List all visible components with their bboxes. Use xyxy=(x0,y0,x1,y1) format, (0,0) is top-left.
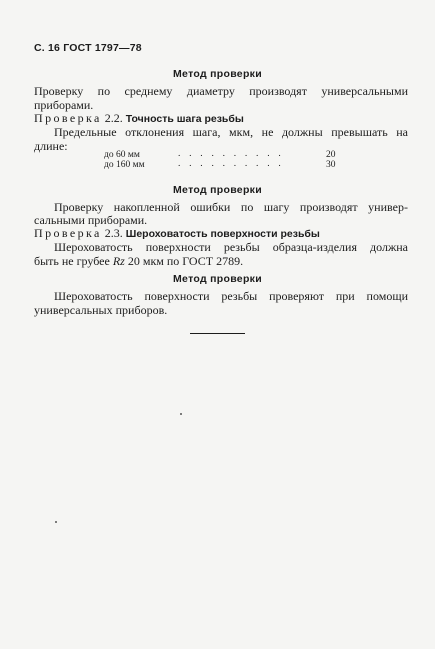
method-heading-2: Метод проверки xyxy=(173,184,262,196)
check-2-3-title xyxy=(34,226,320,241)
check-2-2-line1: Предельные отклонения шага, мкм, не должны превышать на xyxy=(54,125,408,139)
check-number: 2.2. xyxy=(104,111,123,125)
check-2-3-line2: быть не грубее Rz 20 мкм по ГОСТ 2789. xyxy=(34,254,244,268)
tolerance-row-length: до 60 мм xyxy=(104,150,140,160)
scan-speck xyxy=(180,413,182,415)
method-heading-3: Метод проверки xyxy=(173,273,262,285)
tolerance-row-value: 20 xyxy=(326,150,336,160)
scan-speck xyxy=(55,521,57,523)
check-2-2-title xyxy=(34,111,244,126)
check-label: Проверка xyxy=(34,226,102,240)
tolerance-row-dots: . . . . . . . . . . xyxy=(178,149,284,159)
check-title: Точность шага резьбы xyxy=(125,113,244,125)
rz-symbol: Rz xyxy=(112,254,125,268)
check-label: Проверка xyxy=(34,111,102,125)
tolerance-row-length: до 160 мм xyxy=(104,160,145,170)
section2-line1: Проверку накопленной ошибки по шагу производят унивeр- xyxy=(54,200,408,214)
tolerance-row-dots: . . . . . . . . . . xyxy=(178,159,284,169)
check-number: 2.3. xyxy=(104,226,123,240)
section1-line2: приборами. xyxy=(34,98,94,112)
section2-line2: сальными приборами. xyxy=(34,213,148,227)
page-header: С. 16 ГОСТ 1797—78 xyxy=(34,42,142,54)
section-divider xyxy=(190,333,245,334)
check-2-2-line2: длине: xyxy=(34,139,68,153)
tolerance-row-value: 30 xyxy=(326,160,336,170)
section3-line1: Шероховатость поверхности резьбы проверяют при помощи xyxy=(54,289,408,303)
check-title: Шероховатость поверхности резьбы xyxy=(125,228,320,240)
section1-line1: Проверку по среднему диаметру производят универсальными xyxy=(34,84,408,98)
method-heading-1: Метод проверки xyxy=(173,68,262,80)
section3-line2: универсальных приборов. xyxy=(34,303,168,317)
check-2-3-line1: Шероховатость поверхности резьбы образца-изделия должна xyxy=(54,240,408,254)
